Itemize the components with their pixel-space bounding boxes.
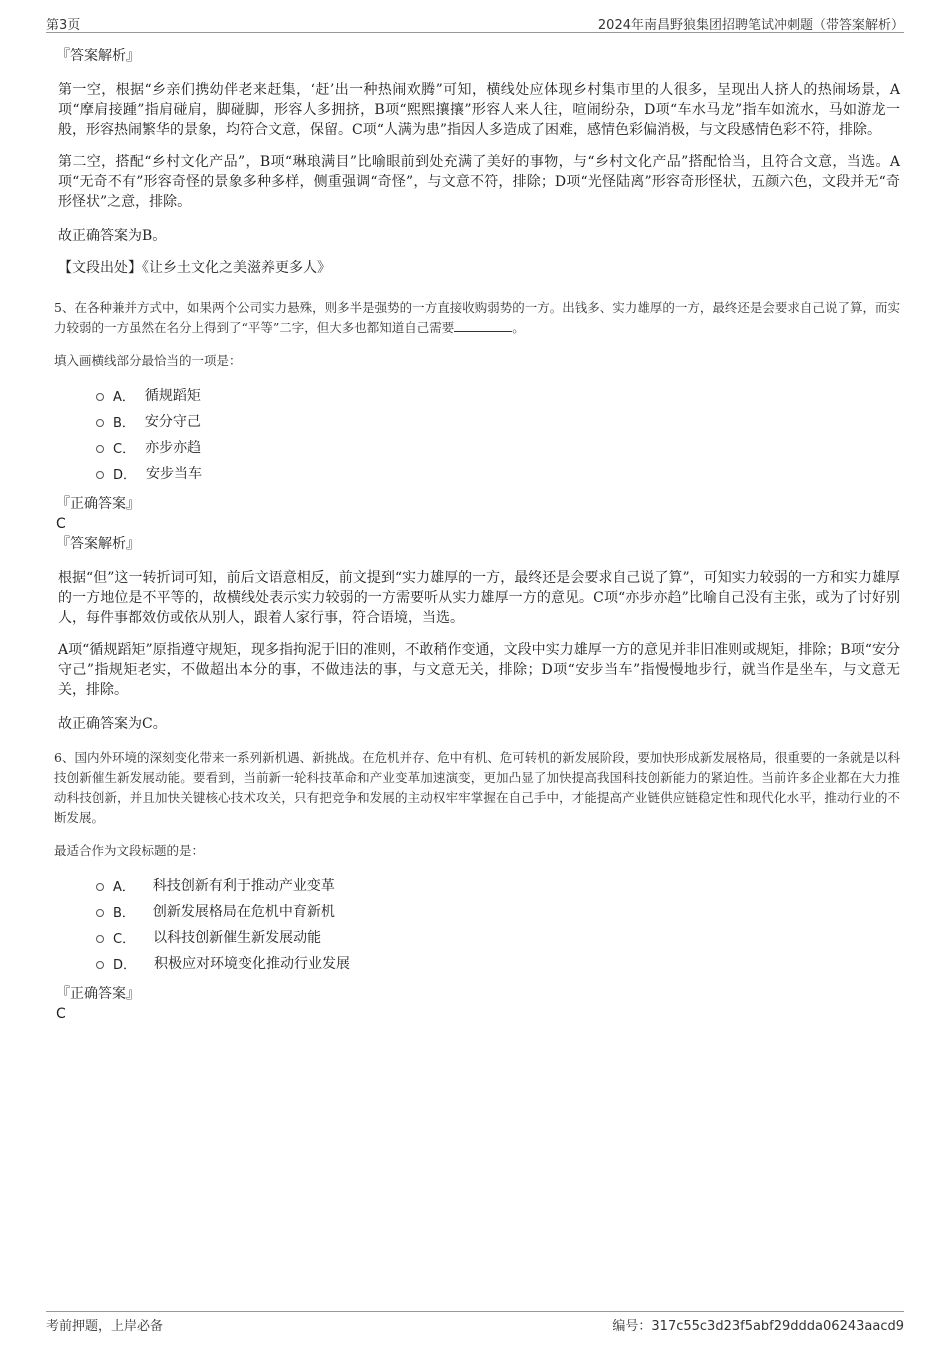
q5-option-b-text: 安分守己 (144, 414, 201, 430)
q6-option-a-text: 科技创新有利于推动产业变革 (152, 878, 335, 894)
q6-prompt: 最适合作为文段标题的是： (54, 843, 205, 858)
footer-note: 考前押题，上岸必备 (46, 1319, 164, 1334)
q6-option-d[interactable]: D． 积极应对环境变化推动行业发展 (96, 950, 900, 976)
q5-option-d[interactable]: D． 安步当车 (96, 460, 900, 486)
q5-blank (454, 319, 512, 332)
q5-prompt: 填入画横线部分最恰当的一项是： (54, 353, 242, 368)
page-footer (46, 1311, 904, 1334)
q4-analysis-p2: 第二空，搭配“乡村文化产品”，B项“琳琅满目”比喻眼前到处充满了美好的事物，与“乡村文化产品”搭配恰当，且符合文意，当选。A项“无奇不有”形容奇怪的景象多种多样，侧重强调“奇怪”，与文意不符，排除；D项“光怪陆离”形容奇形怪状，五颜六色，文段并无“奇形怪状”之意，排除。 (58, 154, 900, 210)
q4-analysis-p1: 第一空，根据“乡亲们携幼伴老来赶集，‘赶’出一种热闹欢腾”可知，横线处应体现乡村集市里的人很多，呈现出人挤人的热闹场景，A项“摩肩接踵”指肩碰肩，脚碰脚，形容人多拥挤，B项“熙熙攘攘”形容人来人往，喧闹纷杂，D项“车水马龙”指车如流水，马如游龙一般，形容热闹繁华的景象，均符合文意，保留。C项“人满为患”指因人多造成了困难，感情色彩偏消极，与文段感情色彩不符，排除。 (58, 82, 900, 138)
q5-option-d-text: 安步当车 (146, 466, 203, 482)
q5-question (54, 298, 900, 338)
q6-correct-label: 『正确答案』 (56, 986, 140, 1002)
q5-option-c-text: 亦步亦趋 (145, 440, 202, 456)
q5-options (96, 382, 900, 486)
q4-conclusion: 故正确答案为B。 (58, 228, 167, 244)
page-header (46, 12, 904, 33)
q4-source-label: 【文段出处】 (58, 260, 142, 276)
q6-option-d-text: 积极应对环境变化推动行业发展 (154, 956, 351, 972)
q5-correct-answer: C (56, 516, 66, 532)
q5-analysis-label: 『答案解析』 (56, 536, 140, 552)
q4-source (58, 258, 900, 278)
q5-option-a[interactable]: A． 循规蹈矩 (96, 382, 900, 408)
footer-code: 编号：317c55c3d23f5abf29ddda06243aacd9 (612, 1319, 904, 1334)
q5-conclusion: 故正确答案为C。 (58, 716, 167, 732)
q6-question: 6、国内外环境的深刻变化带来一系列新机遇、新挑战。在危机并存、危中有机、危可转机的新发展阶段，要加快形成新发展格局，很重要的一条就是以科技创新催生新发展动能。要看到，当前新一轮科技革命和产业变革加速演变，更加凸显了加快提高我国科技创新能力的紧迫性。当前许多企业都在大力推动科技创新，并且加快关键核心技术攻关，只有把竞争和发展的主动权牢牢掌握在自己手中，才能提高产业链供应链稳定性和现代化水平，推动行业的不断发展。 (54, 750, 900, 825)
q6-correct-answer: C (56, 1006, 66, 1022)
radio-icon[interactable] (96, 419, 104, 427)
q6-option-b-text: 创新发展格局在危机中育新机 (152, 904, 335, 920)
document-title: 2024年南昌野狼集团招聘笔试冲刺题（带答案解析） (597, 18, 904, 33)
radio-icon[interactable] (96, 961, 104, 969)
radio-icon[interactable] (96, 445, 104, 453)
q6-option-c-text: 以科技创新催生新发展动能 (153, 930, 322, 946)
q5-option-a-text: 循规蹈矩 (144, 388, 201, 404)
q4-source-title: 《让乡土文化之美滋养更多人》 (142, 260, 331, 276)
q6-options (96, 872, 900, 976)
radio-icon[interactable] (96, 471, 104, 479)
q5-text-end: 。 (512, 320, 525, 335)
q5-option-c[interactable]: C． 亦步亦趋 (96, 434, 900, 460)
document-body (56, 46, 900, 1024)
q4-analysis-label: 『答案解析』 (56, 48, 140, 64)
radio-icon[interactable] (96, 883, 104, 891)
q5-analysis-p2: A项“循规蹈矩”原指遵守规矩，现多指拘泥于旧的准则，不敢稍作变通，文段中实力雄厚一方的意见并非旧准则或规矩，排除；B项“安分守己”指规矩老实，不做超出本分的事，不做违法的事，与文意无关，排除；D项“安步当车”指慢慢地步行，就当作是坐车，与文意无关，排除。 (58, 642, 900, 698)
q5-option-b[interactable]: B． 安分守己 (96, 408, 900, 434)
radio-icon[interactable] (96, 935, 104, 943)
q5-analysis-p1: 根据“但”这一转折词可知，前后文语意相反，前文提到“实力雄厚的一方，最终还是会要求自己说了算”，可知实力较弱的一方和实力雄厚的一方地位是不平等的，故横线处表示实力较弱的一方需要听从实力雄厚一方的意见。C项“亦步亦趋”比喻自己没有主张，或为了讨好别人，每件事都效仿或依从别人，跟着人家行事，符合语境，当选。 (58, 570, 900, 626)
q6-option-c[interactable]: C． 以科技创新催生新发展动能 (96, 924, 900, 950)
q6-option-a[interactable]: A． 科技创新有利于推动产业变革 (96, 872, 900, 898)
q5-correct-label: 『正确答案』 (56, 496, 140, 512)
q5-text: 5、在各种兼并方式中，如果两个公司实力悬殊，则多半是强势的一方直接收购弱势的一方。出钱多、实力雄厚的一方，最终还是会要求自己说了算，而实力较弱的一方虽然在名分上得到了“平等”二字，但大多也都知道自己需要 (54, 300, 900, 335)
page-number: 第3页 (46, 18, 81, 33)
radio-icon[interactable] (96, 393, 104, 401)
q6-option-b[interactable]: B． 创新发展格局在危机中育新机 (96, 898, 900, 924)
radio-icon[interactable] (96, 909, 104, 917)
